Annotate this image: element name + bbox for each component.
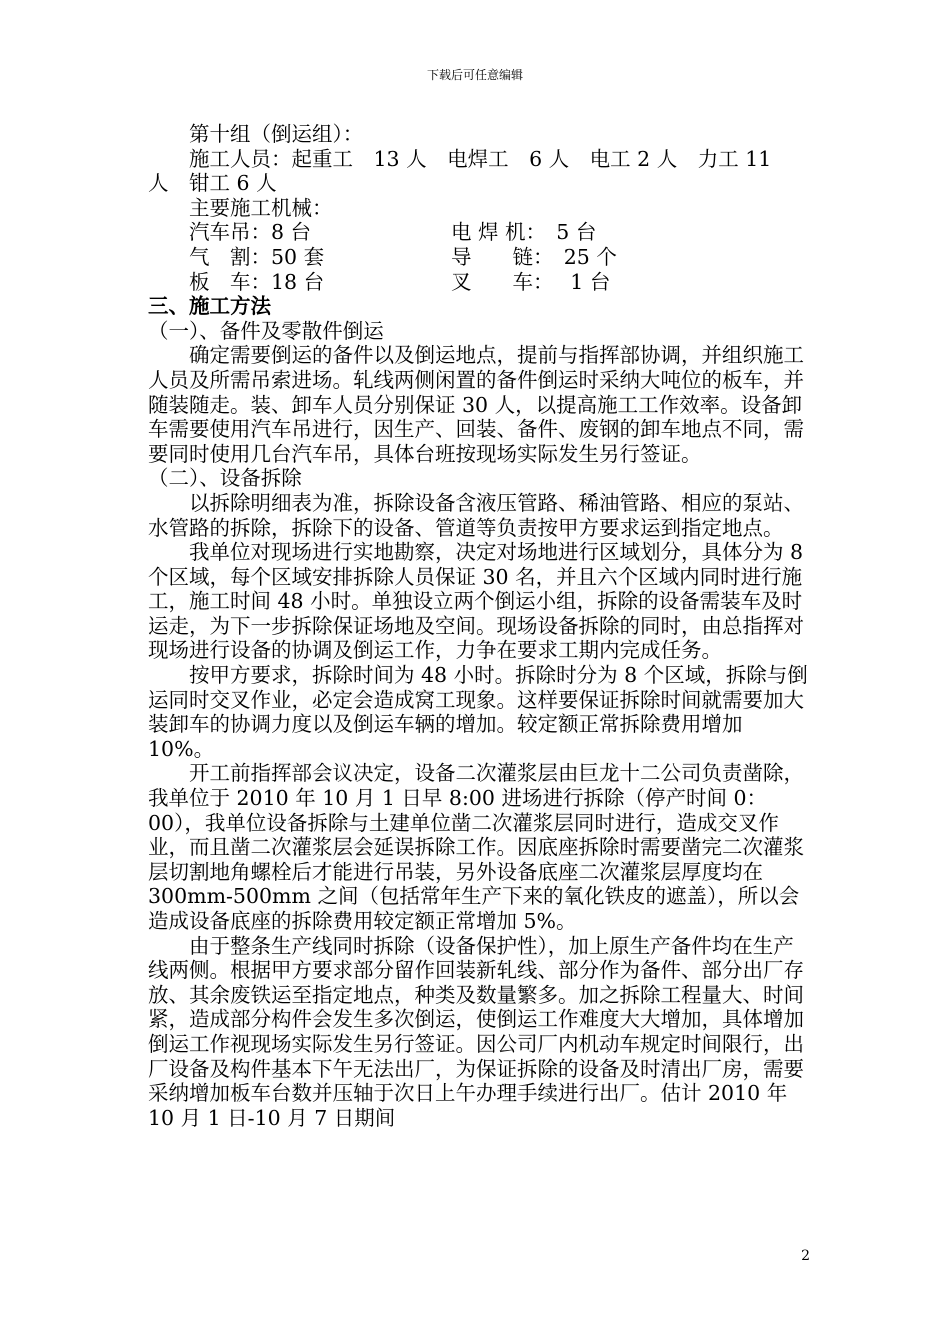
paragraph-1: 确定需要倒运的备件以及倒运地点，提前与指挥部协调，并组织施工人员及所需吊索进场。轧线两侧闲置的备件倒运时采纳大吨位的板车，并随装随走。装、卸车人员分别保证 30 人，以提高施工工作效率。设备卸车需要使用汽车吊进行，因生产、回装、备件、废钢的卸车地点不同，需要同时使用几台汽车吊，具体台班按现场实际发生另行签证。: [148, 343, 804, 466]
paragraph-4: 按甲方要求，拆除时间为 48 小时。拆除时分为 8 个区域，拆除与倒运同时交叉作业，必定会造成窝工现象。这样要保证拆除时间就需要加大装卸车的协调力度以及倒运车辆的增加。较定额正常拆除费用增加 10%。: [148, 663, 808, 761]
machinery-item: 叉 车： 1 台: [451, 269, 611, 294]
machinery-item: 气 割：50 套: [189, 244, 325, 269]
group-title: 第十组（倒运组）：: [189, 122, 364, 146]
machinery-title: 主要施工机械：: [189, 195, 333, 220]
paragraph-6: 由于整条生产线同时拆除（设备保护性），加上原生产备件均在生产线两侧。根据甲方要求部分留作回装新轧线、部分作为备件、部分出厂存放、其余废铁运至指定地点，种类及数量繁多。加之拆除工程量大、时间紧，造成部分构件会发生多次倒运，使倒运工作难度大大增加，具体增加倒运工作视现场实际发生另行签证。因公司厂内机动车规定时间限行，出厂设备及构件基本下午无法出厂，为保证拆除的设备及时清出厂房，需要采纳增加板车台数并压轴于次日上午办理手续进行出厂。估计 2010 年 10 月 1 日-10 月 7 日期间: [148, 933, 804, 1130]
machinery-item: 汽车吊：8 台: [189, 220, 312, 245]
paragraph-3: 我单位对现场进行实地勘察，决定对场地进行区域划分，具体分为 8 个区域，每个区域安排拆除人员保证 30 名，并且六个区域内同时进行施工，施工时间 48 小时。单独设立两个倒运小组，拆除的设备需装车及时运走，为下一步拆除保证场地及空间。现场设备拆除的同时，由总指挥对现场进行设备的协调及倒运工作，力争在要求工期内完成任务。: [148, 540, 804, 663]
staff-line-2: 人 钳工 6 人: [148, 171, 277, 196]
machinery-item: 板 车：18 台: [189, 269, 325, 294]
machinery-row: [148, 220, 812, 245]
paragraph-2: 以拆除明细表为准，拆除设备含液压管路、稀油管路、相应的泵站、水管路的拆除，拆除下的设备、管道等负责按甲方要求运到指定地点。: [148, 490, 804, 540]
machinery-row: [148, 270, 812, 295]
staff-line-1: 施工人员：起重工 13 人 电焊工 6 人 电工 2 人 力工 11: [189, 146, 772, 171]
document-body: [148, 122, 812, 1130]
machinery-item: 导 链： 25 个: [451, 244, 617, 269]
subsection-heading-1: （一）、备件及零散件倒运: [148, 318, 384, 343]
machinery-row: [148, 245, 812, 270]
machinery-item: 电 焊 机： 5 台: [451, 220, 597, 245]
page-number: 2: [801, 1248, 810, 1264]
paragraph-5: 开工前指挥部会议决定，设备二次灌浆层由巨龙十二公司负责凿除，我单位于 2010 年 10 月 1 日早 8:00 进场进行拆除（停产时间 0：00），我单位设备拆除与土建单位凿二次灌浆层同时进行，造成交叉作业，而且凿二次灌浆层会延误拆除工作。因底座拆除时需要凿完二次灌浆层切割地角螺栓后才能进行吊装，另外设备底座二次灌浆层厚度均在 300mm-500mm 之间（包括常年生产下来的氧化铁皮的遮盖），所以会造成设备底座的拆除费用较定额正常增加 5%。: [148, 761, 804, 933]
subsection-heading-2: （二）、设备拆除: [148, 466, 302, 491]
page-header-note: 下载后可任意编辑: [426, 68, 523, 82]
section-heading: 三、施工方法: [148, 294, 271, 319]
